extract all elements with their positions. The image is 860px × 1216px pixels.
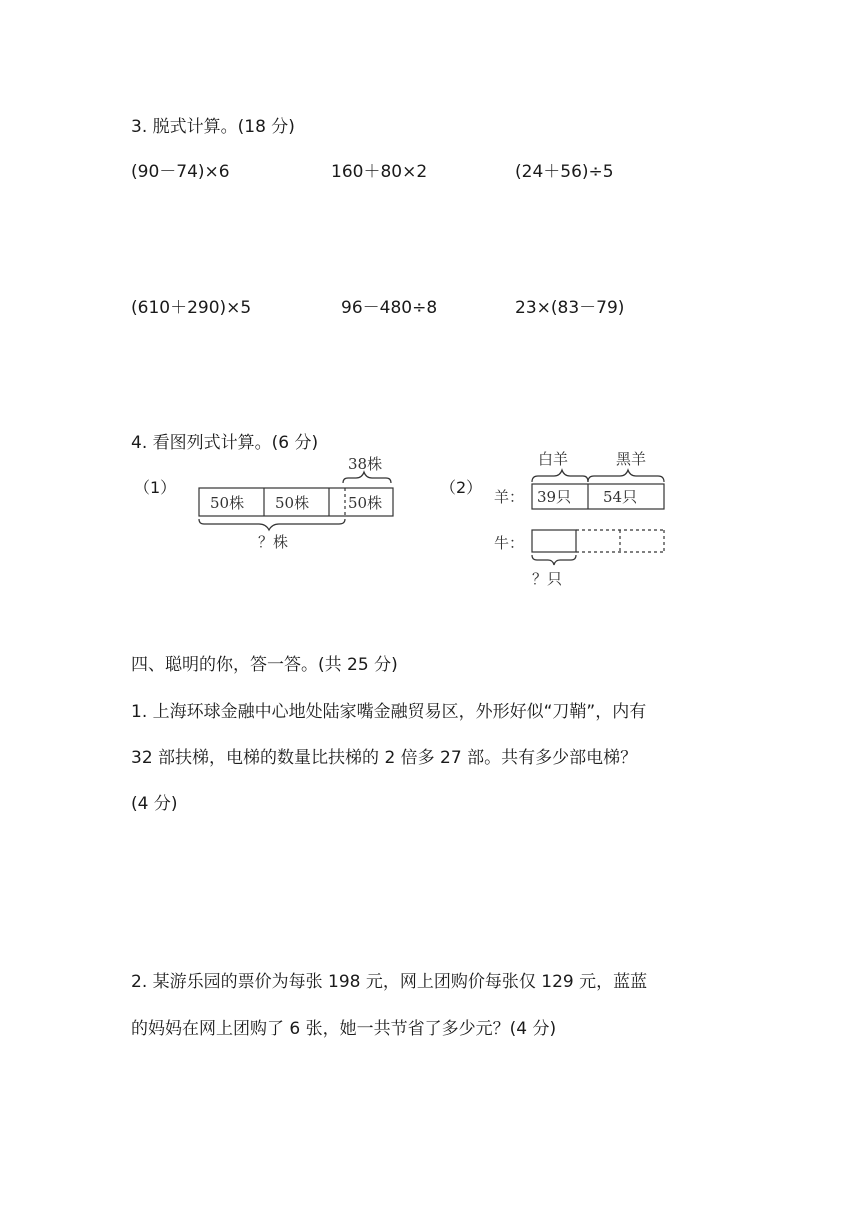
expression-1: (90－74)×6 — [131, 162, 230, 182]
diagram2-row2-label: 牛： — [494, 534, 525, 552]
q2-line2: 的妈妈在网上团购了 6 张，她一共节省了多少元？(4 分) — [131, 1019, 557, 1039]
diagram2-line-segment — [490, 442, 675, 592]
expression-6: 23×(83－79) — [515, 298, 625, 318]
diagram1-total-label: ？株 — [258, 533, 289, 551]
diagram2-row1-label: 羊： — [494, 488, 525, 506]
diagram2-white-label: 白羊 — [538, 450, 569, 468]
diagram1-segment-2: 50株 — [275, 494, 310, 512]
diagram1-bottom-brace — [199, 519, 345, 530]
expression-2: 160＋80×2 — [331, 162, 428, 182]
diagram2-segment-1: 39只 — [537, 488, 572, 506]
diagram2-cow-bar — [532, 530, 576, 552]
expression-5: 96－480÷8 — [341, 298, 438, 318]
diagram1-extra-label: 38株 — [348, 455, 383, 473]
diagram2-bottom-label: ？只 — [532, 570, 563, 588]
diagram2-white-brace — [532, 470, 588, 482]
diagram1-segment-1: 50株 — [210, 494, 245, 512]
expression-3: (24＋56)÷5 — [515, 162, 614, 182]
diagram2-black-label: 黑羊 — [616, 450, 647, 468]
q1-line1: 1. 上海环球金融中心地处陆家嘴金融贸易区，外形好似“刀鞘”，内有 — [131, 702, 647, 722]
part4-title: 四、聪明的你，答一答。(共 25 分) — [131, 655, 398, 675]
diagram2-segment-2: 54只 — [603, 488, 638, 506]
q1-line3: (4 分) — [131, 794, 178, 814]
diagram2-label: （2） — [440, 478, 483, 497]
diagram1-line-segment — [190, 452, 405, 552]
section4-title: 4. 看图列式计算。(6 分) — [131, 433, 319, 453]
section3-title: 3. 脱式计算。(18 分) — [131, 117, 295, 137]
diagram1-segment-3: 50株 — [348, 494, 383, 512]
diagram2-black-brace — [588, 470, 664, 482]
q1-line2: 32 部扶梯，电梯的数量比扶梯的 2 倍多 27 部。共有多少部电梯？ — [131, 748, 638, 768]
expression-4: (610＋290)×5 — [131, 298, 252, 318]
diagram1-label: （1） — [134, 478, 177, 497]
q2-line1: 2. 某游乐园的票价为每张 198 元，网上团购价每张仅 129 元，蓝蓝 — [131, 972, 648, 992]
diagram2-bottom-brace — [532, 555, 576, 565]
diagram1-top-brace — [343, 472, 391, 483]
